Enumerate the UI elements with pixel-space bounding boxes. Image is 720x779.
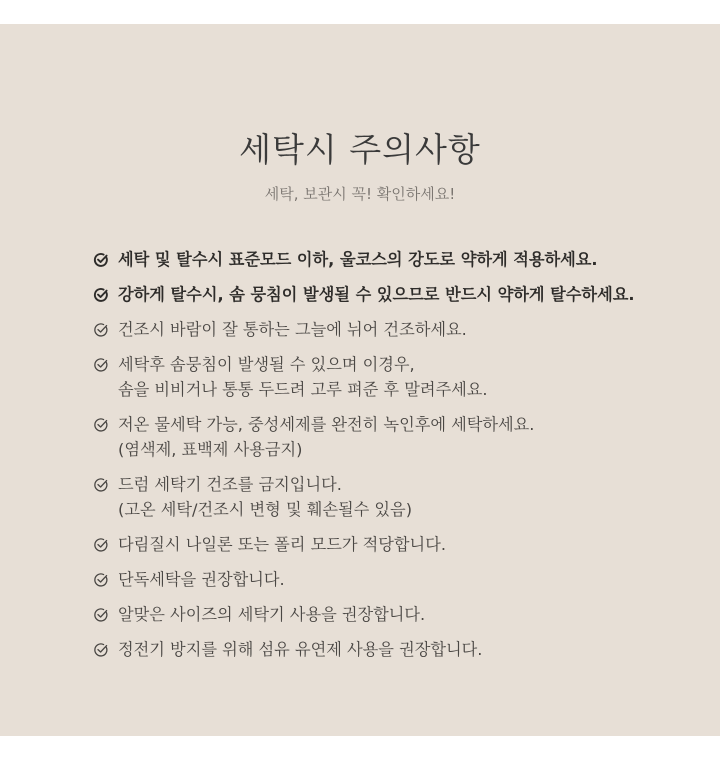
care-instruction-item: [93, 282, 693, 307]
care-instruction-text: 솜을 비비거나 통통 두드려 고루 펴준 후 말려주세요.: [118, 380, 488, 399]
care-instruction-item: [93, 472, 693, 522]
care-instruction-item: [93, 317, 693, 342]
check-circle-icon: [93, 607, 109, 623]
care-instruction-item: [93, 602, 693, 627]
check-circle-icon: [93, 357, 109, 373]
check-circle-icon: [93, 322, 109, 338]
care-instruction-item: [93, 412, 693, 462]
check-circle-icon: [93, 287, 109, 303]
content-panel: [0, 24, 720, 736]
care-instruction-text: 건조시 바람이 잘 통하는 그늘에 뉘어 건조하세요.: [118, 320, 467, 339]
check-circle-icon: [93, 537, 109, 553]
page-subtitle: 세탁, 보관시 꼭! 확인하세요!: [264, 185, 456, 203]
check-circle-icon: [93, 572, 109, 588]
page-title: 세탁시 주의사항: [239, 130, 481, 169]
check-circle-icon: [93, 417, 109, 433]
care-instruction-text: 저온 물세탁 가능, 중성세제를 완전히 녹인후에 세탁하세요.: [118, 415, 535, 434]
care-instruction-text: 강하게 탈수시, 솜 뭉침이 발생될 수 있으므로 반드시 약하게 탈수하세요.: [118, 285, 635, 304]
check-circle-icon: [93, 642, 109, 658]
check-circle-icon: [93, 252, 109, 268]
care-instruction-text: 다림질시 나일론 또는 폴리 모드가 적당합니다.: [118, 535, 446, 554]
care-instruction-item: [93, 532, 693, 557]
care-instruction-text: (염색제, 표백제 사용금지): [118, 440, 303, 459]
care-instruction-text: 드럼 세탁기 건조를 금지입니다.: [118, 475, 342, 494]
care-instruction-text: 알맞은 사이즈의 세탁기 사용을 권장합니다.: [118, 605, 426, 624]
care-instruction-item: [93, 247, 693, 272]
care-instruction-item: [93, 637, 693, 662]
care-instruction-text: 세탁후 솜뭉침이 발생될 수 있으며 이경우,: [118, 355, 415, 374]
care-instruction-text: 단독세탁을 권장합니다.: [118, 570, 285, 589]
care-instruction-text: 세탁 및 탈수시 표준모드 이하, 울코스의 강도로 약하게 적용하세요.: [118, 250, 598, 269]
care-instruction-item: [93, 352, 693, 402]
care-instruction-text: 정전기 방지를 위해 섬유 유연제 사용을 권장합니다.: [118, 640, 483, 659]
care-instruction-text: (고온 세탁/건조시 변형 및 훼손될수 있음): [118, 500, 413, 519]
care-instruction-item: [93, 567, 693, 592]
check-circle-icon: [93, 477, 109, 493]
care-instructions-list: [93, 247, 693, 672]
